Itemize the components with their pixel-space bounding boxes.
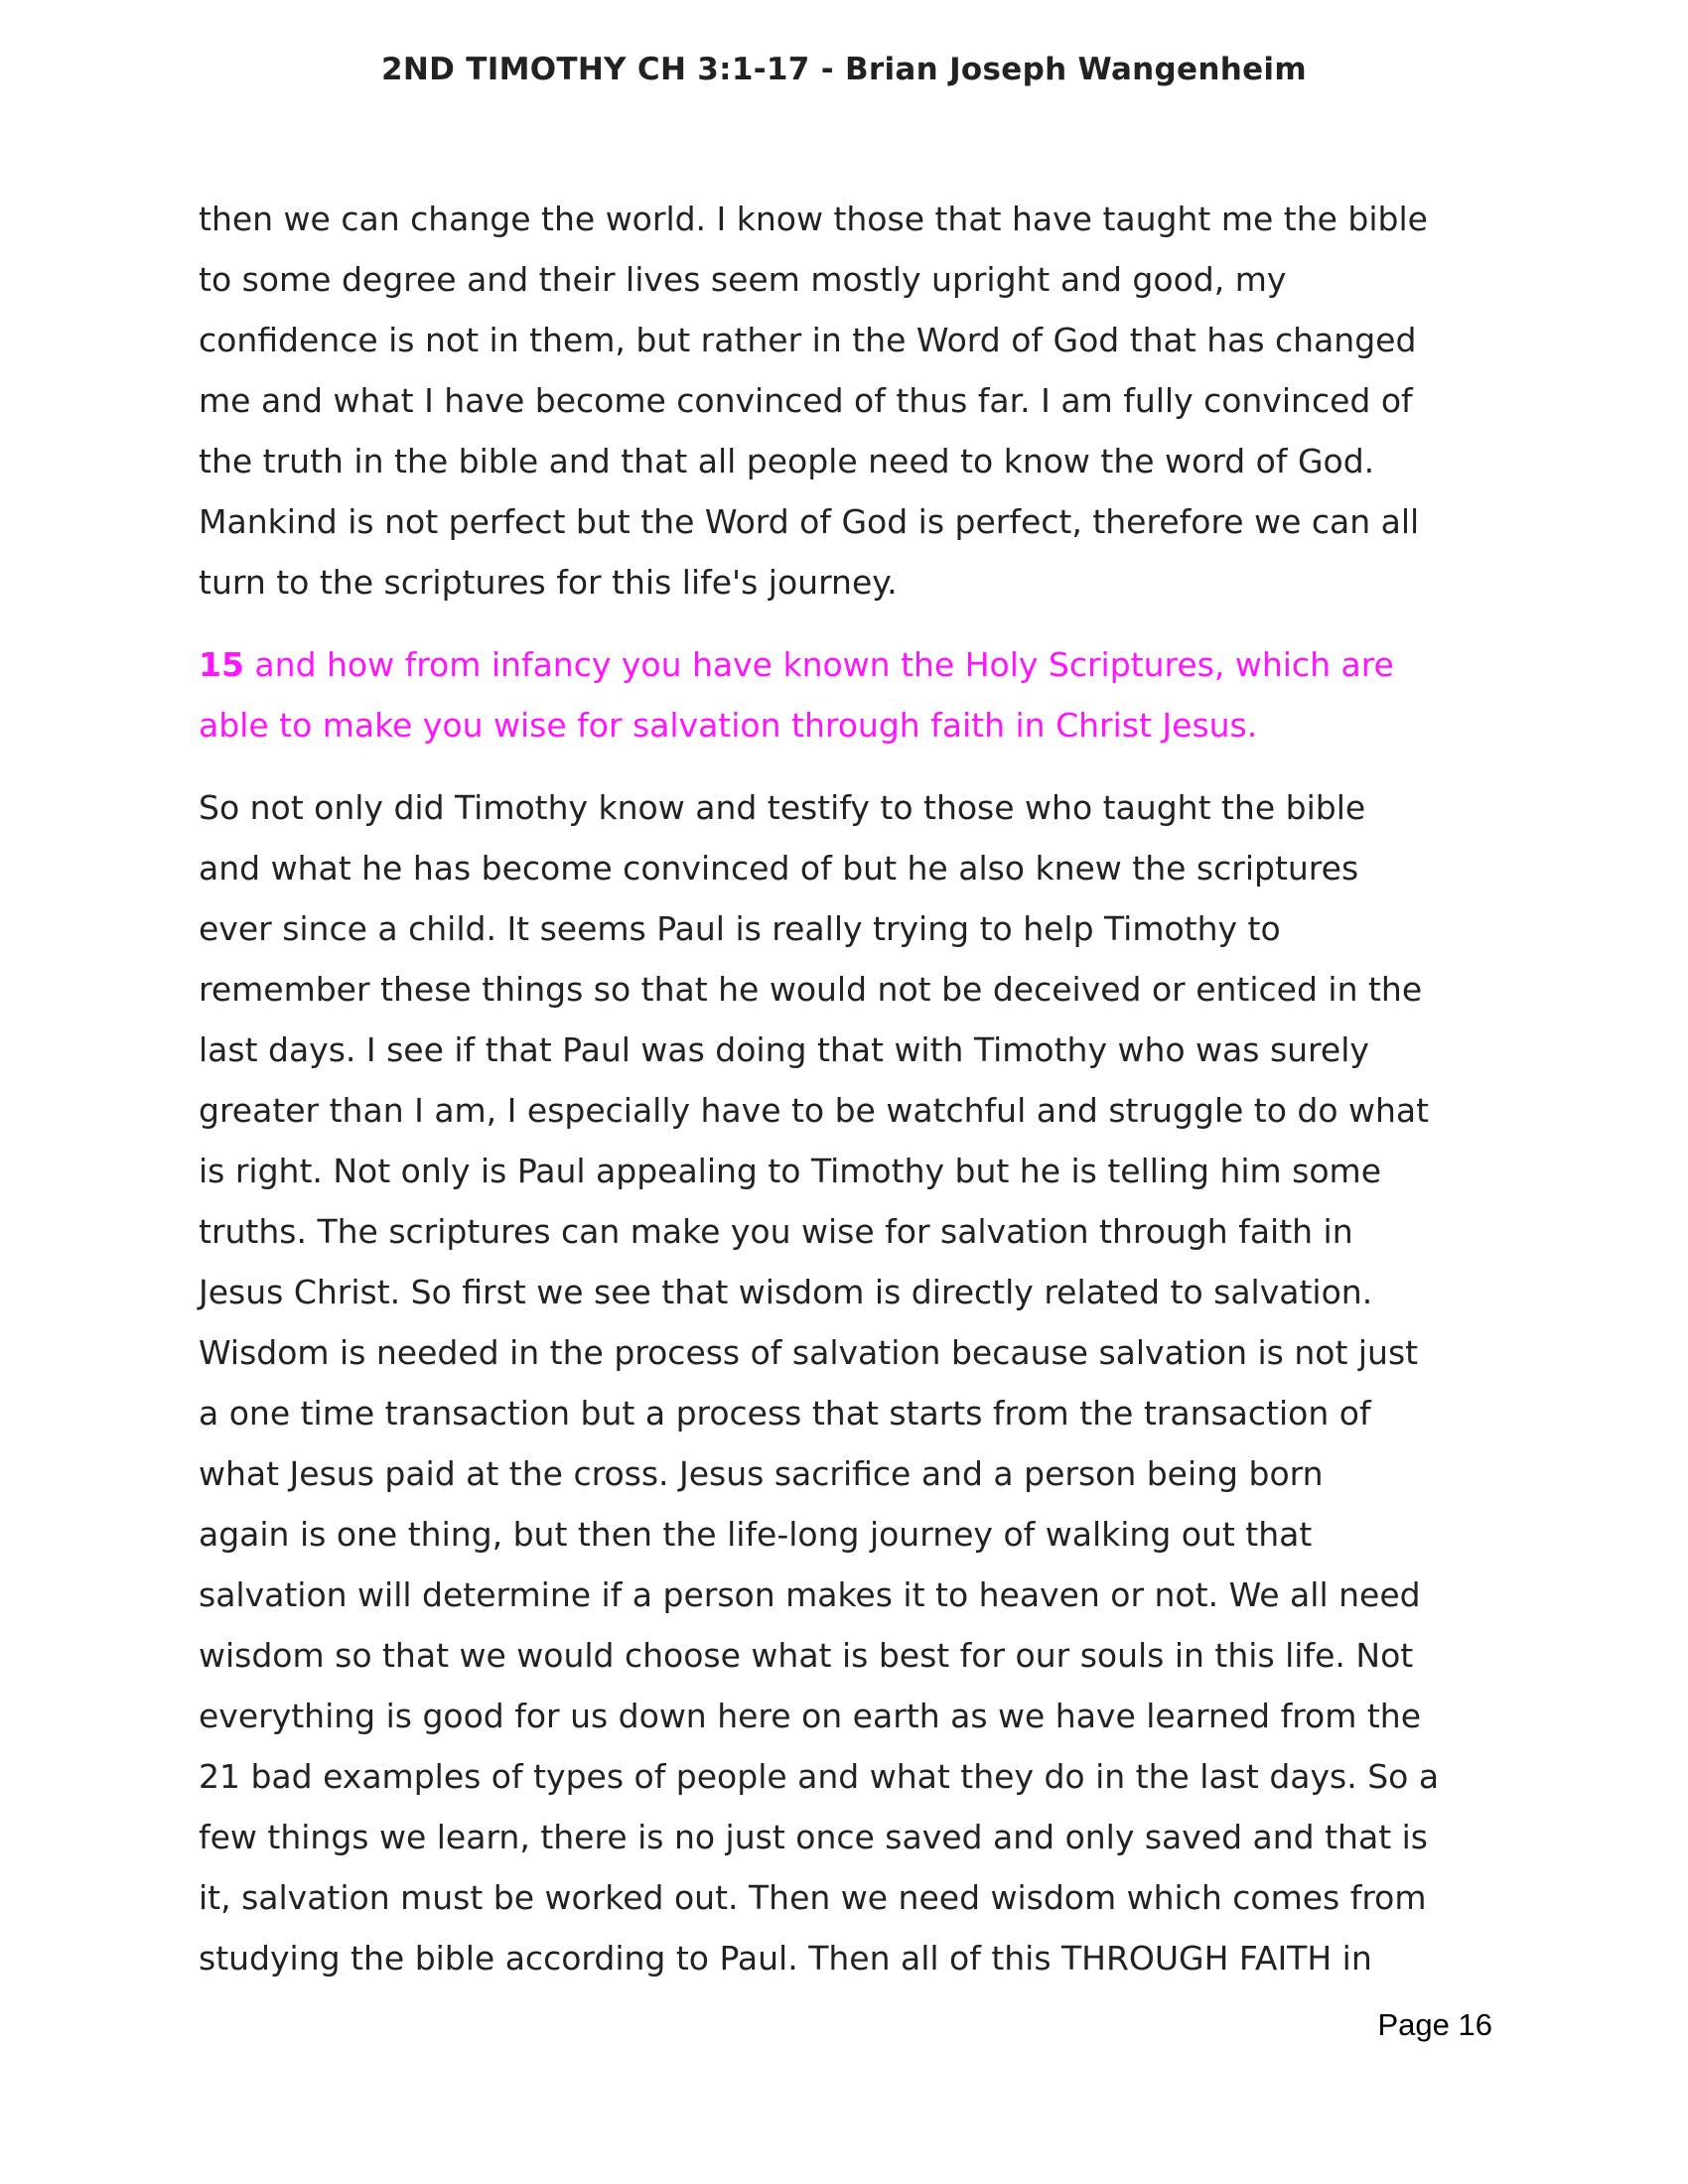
text-line: and what he has become convinced of but he also knew the scriptures (199, 849, 1359, 887)
text-line: Jesus Christ. So first we see that wisdom is directly related to salvation. (199, 1273, 1373, 1311)
text-line: ever since a child. It seems Paul is really trying to help Timothy to (199, 909, 1281, 948)
verse-text: and how from infancy you have known the Holy Scriptures, which are (243, 645, 1394, 684)
text-line: to some degree and their lives seem mostly upright and good, my (199, 260, 1287, 299)
text-line: me and what I have become convinced of thus far. I am fully convinced of (199, 381, 1413, 420)
text-line: So not only did Timothy know and testify to those who taught the bible (199, 788, 1366, 827)
text-line: then we can change the world. I know those that have taught me the bible (199, 200, 1428, 238)
paragraph-commentary-2 (199, 777, 1489, 1988)
text-line: Mankind is not perfect but the Word of God is perfect, therefore we can all (199, 502, 1420, 541)
text-line: remember these things so that he would not be deceived or enticed in the (199, 970, 1423, 1009)
page-number: Page 16 (1377, 2007, 1492, 2042)
text-line: Wisdom is needed in the process of salvation because salvation is not just (199, 1333, 1419, 1372)
text-line: few things we learn, there is no just once saved and only saved and that is (199, 1818, 1428, 1856)
text-line: wisdom so that we would choose what is best for our souls in this life. Not (199, 1636, 1414, 1675)
verse-line: able to make you wise for salvation through faith in Christ Jesus. (199, 706, 1258, 745)
text-line: greater than I am, I especially have to be watchful and struggle to do what (199, 1091, 1430, 1130)
text-line: what Jesus paid at the cross. Jesus sacrifice and a person being born (199, 1454, 1324, 1493)
text-line: confidence is not in them, but rather in the Word of God that has changed (199, 321, 1417, 359)
document-header-title: 2ND TIMOTHY CH 3:1-17 - Brian Joseph Wangenheim (381, 52, 1307, 87)
document-body (199, 189, 1489, 2010)
verse-line (199, 634, 1489, 695)
text-line: 21 bad examples of types of people and what they do in the last days. So a (199, 1757, 1440, 1796)
text-line: everything is good for us down here on earth as we have learned from the (199, 1697, 1422, 1735)
text-line: turn to the scriptures for this life's journey. (199, 563, 898, 602)
paragraph-commentary-1 (199, 189, 1489, 613)
text-line: the truth in the bible and that all people need to know the word of God. (199, 442, 1375, 480)
text-line: salvation will determine if a person makes it to heaven or not. We all need (199, 1575, 1421, 1614)
scripture-verse-15 (199, 634, 1489, 755)
text-line: again is one thing, but then the life-long journey of walking out that (199, 1515, 1313, 1554)
text-line: a one time transaction but a process that starts from the transaction of (199, 1394, 1371, 1433)
text-line: truths. The scriptures can make you wise for salvation through faith in (199, 1212, 1353, 1251)
text-line: last days. I see if that Paul was doing that with Timothy who was surely (199, 1030, 1369, 1069)
text-line: is right. Not only is Paul appealing to Timothy but he is telling him some (199, 1152, 1381, 1190)
text-line: studying the bible according to Paul. Then all of this THROUGH FAITH in (199, 1939, 1372, 1978)
text-line: it, salvation must be worked out. Then we need wisdom which comes from (199, 1878, 1427, 1917)
verse-number: 15 (199, 645, 244, 684)
